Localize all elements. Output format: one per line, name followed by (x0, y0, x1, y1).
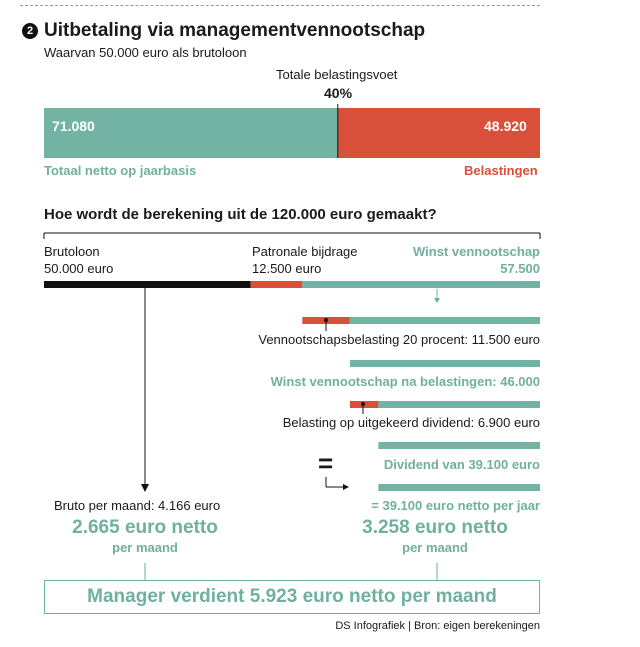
tax-rate-label: Totale belastingsvoet (276, 67, 398, 82)
left-netto-unit: per maand (112, 540, 178, 555)
breakdown-question: Hoe wordt de berekening uit de 120.000 euro gemaakt? (44, 206, 437, 223)
legend-net: Totaal netto op jaarbasis (44, 163, 197, 178)
net-value-label: 71.080 (52, 118, 95, 134)
step-dividend: Dividend van 39.100 euro (383, 457, 540, 472)
patronale-value: 12.500 euro (252, 261, 322, 276)
winst-label: Winst vennootschap (412, 244, 540, 259)
bar-dividend (378, 442, 540, 449)
step-dividendbelasting: Belasting op uitgekeerd dividend: 6.900 euro (282, 415, 540, 430)
tax-rate-value: 40% (324, 85, 353, 101)
left-netto-value: 2.665 euro netto (72, 517, 218, 538)
source-credit: DS Infografiek | Bron: eigen berekeningen (335, 620, 540, 632)
step-vennootschapsbelasting: Vennootschapsbelasting 20 procent: 11.500 euro (258, 332, 540, 347)
brutoloon-label: Brutoloon (44, 244, 100, 259)
page-title: Uitbetaling via managementvennootschap (44, 20, 426, 41)
winst-value: 57.500 (500, 261, 540, 276)
winst-arrow-head (434, 298, 440, 303)
conclusion-box: Manager verdient 5.923 euro netto per maand (44, 580, 540, 614)
connector-arrow-head (343, 484, 349, 490)
bruto-arrow-head (141, 484, 149, 492)
tax-value-label: 48.920 (484, 118, 527, 134)
bar-winst-vennootschap (302, 281, 540, 288)
bar-dividend-rest (378, 401, 540, 408)
step-netto-per-jaar: = 39.100 euro netto per jaar (371, 498, 540, 513)
bar-winst-rest (350, 317, 540, 324)
section-number-badge: 2 (22, 23, 38, 39)
bar-patronale-bijdrage (251, 281, 303, 288)
subtitle: Waarvan 50.000 euro als brutoloon (44, 45, 247, 60)
bar-netto-per-jaar (378, 484, 540, 491)
right-netto-unit: per maand (402, 540, 468, 555)
bar-brutoloon (44, 281, 251, 288)
step-winst-na-belastingen: Winst vennootschap na belastingen: 46.000 (270, 374, 540, 389)
bar-winst-na-belastingen (350, 360, 540, 367)
patronale-label: Patronale bijdrage (252, 244, 358, 259)
brutoloon-value: 50.000 euro (44, 261, 114, 276)
legend-taxes: Belastingen (464, 163, 538, 178)
equals-symbol: = (318, 448, 334, 478)
bruto-per-maand: Bruto per maand: 4.166 euro (54, 498, 221, 513)
right-netto-value: 3.258 euro netto (362, 517, 508, 538)
